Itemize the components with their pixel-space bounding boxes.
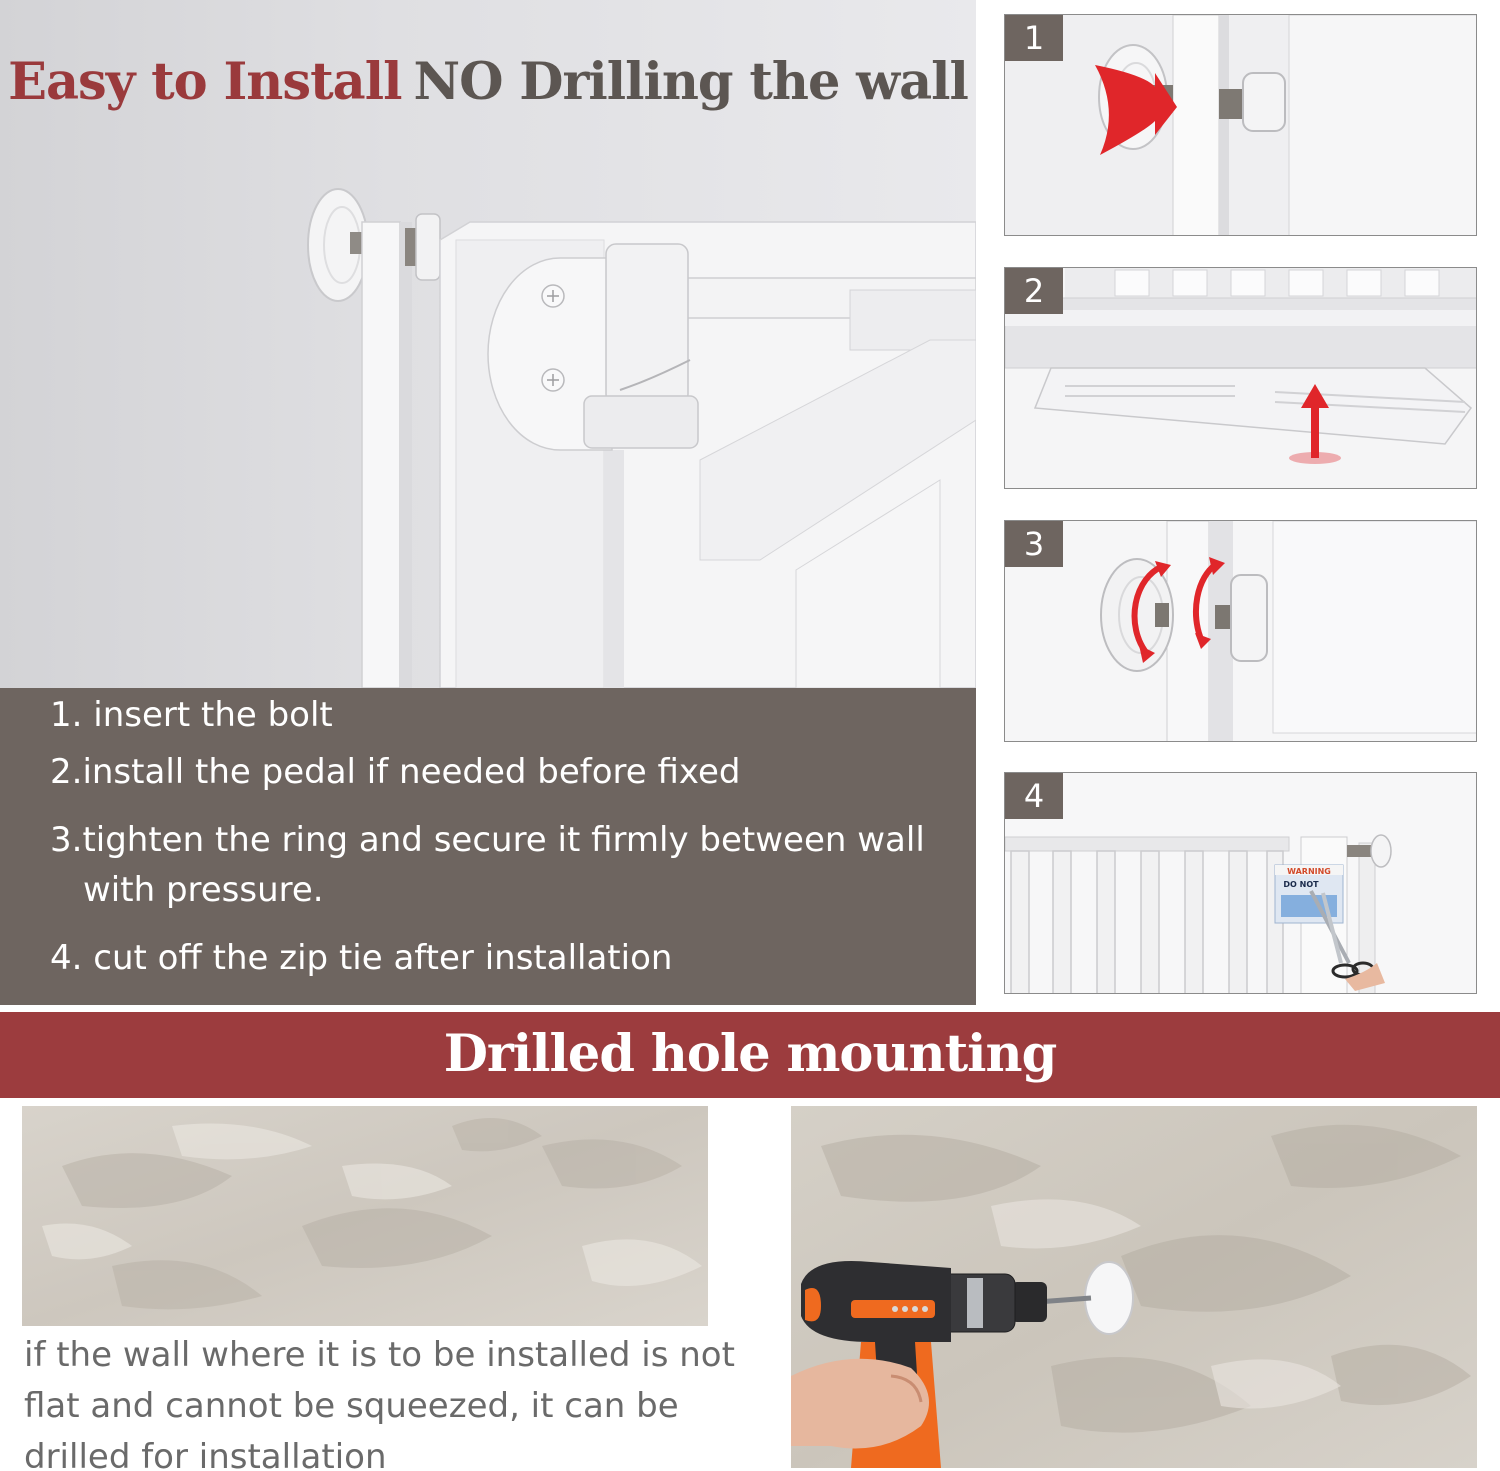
note-line-2: flat and cannot be squeezed, it can be <box>24 1386 679 1426</box>
stucco-wall-texture <box>22 1106 708 1326</box>
note-line-1: if the wall where it is to be installed is not <box>24 1335 735 1375</box>
hero-title-red: Easy to Install <box>8 52 402 112</box>
tighten-ring-illustration <box>1005 521 1477 742</box>
step-4-thumbnail <box>1004 772 1477 994</box>
step-3-text-continued: with pressure. <box>83 870 324 910</box>
hero-title-gray: NO Drilling the wall <box>413 52 968 112</box>
step-2-thumbnail <box>1004 267 1477 489</box>
banner-title: Drilled hole mounting <box>443 1024 1057 1084</box>
step-3-badge: 3 <box>1005 521 1063 567</box>
insert-bolt-illustration <box>1005 15 1477 236</box>
step-2-text: 2.install the pedal if needed before fixed <box>50 752 741 792</box>
warning-sign-text-2: DO NOT <box>1283 880 1319 889</box>
step-4-badge: 4 <box>1005 773 1063 819</box>
textured-wall-image <box>22 1106 708 1326</box>
step-3-text: 3.tighten the ring and secure it firmly between wall <box>50 820 925 860</box>
warning-sign-text: WARNING <box>1287 867 1331 876</box>
note-line-3: drilled for installation <box>24 1437 387 1471</box>
hero-title <box>0 52 976 112</box>
step-1-text: 1. insert the bolt <box>50 695 333 735</box>
drilling-note <box>24 1330 764 1471</box>
step-3-thumbnail <box>1004 520 1477 742</box>
step-2-badge: 2 <box>1005 268 1063 314</box>
step-1-thumbnail <box>1004 14 1477 236</box>
step-1-badge: 1 <box>1005 15 1063 61</box>
cut-zip-tie-illustration <box>1005 773 1477 994</box>
install-pedal-illustration <box>1005 268 1477 489</box>
installation-steps-panel <box>0 688 976 1005</box>
drill-on-wall-illustration <box>791 1106 1477 1468</box>
drilled-mounting-banner <box>0 1012 1500 1098</box>
drilling-wall-image <box>791 1106 1477 1468</box>
step-4-text: 4. cut off the zip tie after installation <box>50 938 673 978</box>
hero-image <box>0 0 976 688</box>
